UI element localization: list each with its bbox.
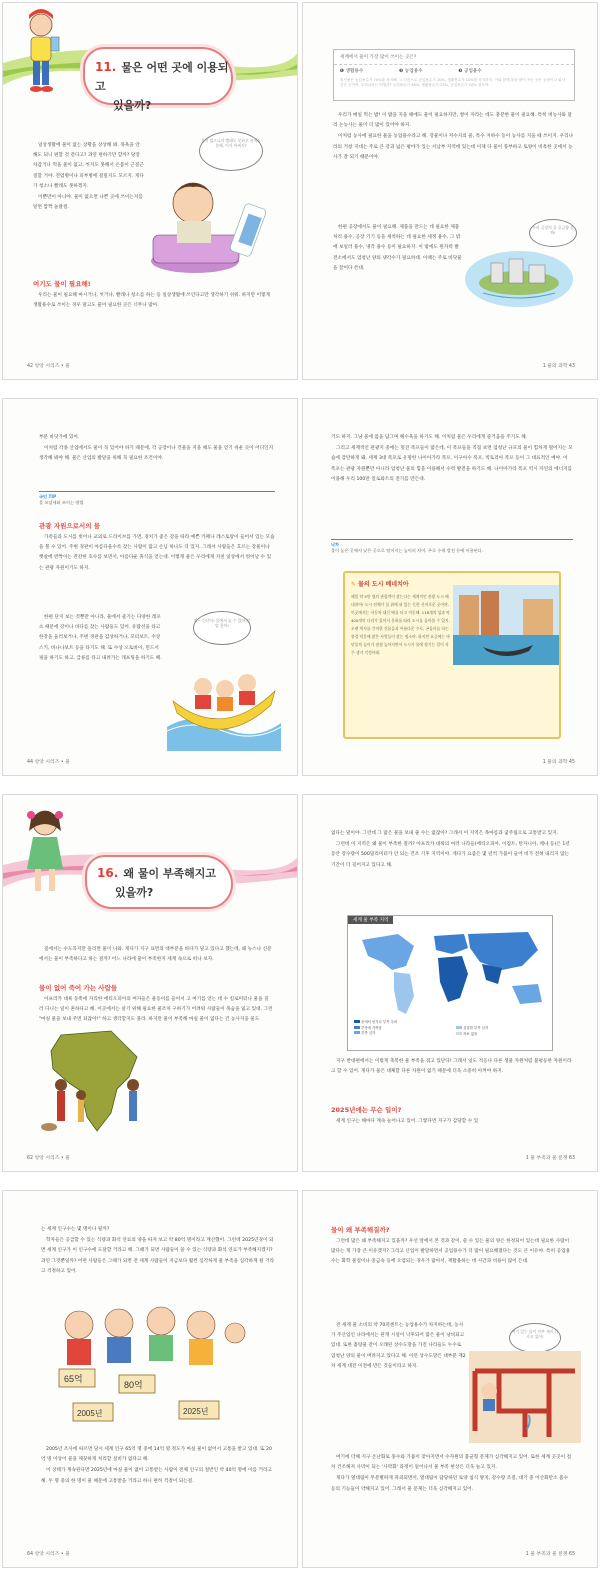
page-footer: 1 물 부족과 물 분쟁 65 [525, 1552, 575, 1557]
page-footer: 62 앙앙 시리즈 • 물 [27, 1156, 70, 1161]
body-text-2 [331, 1057, 573, 1078]
paragraph: 이처럼 각종 산업에서도 물이 꼭 있어야 하기 때문에, 각 공장이나 건물을 지을 때도 물을 얻기 쉬운 곳이 어디인지 생각해 봐야 해. 물은 산업의 발달을 위해 꼭 필요한 조건이야. [39, 446, 274, 462]
page-footer: 44 앙앙 시리즈 • 물 [27, 760, 70, 765]
leaking-pipes-illustration [469, 1351, 581, 1443]
tip-note [39, 491, 275, 506]
title-line-1: 물은 어떤 곳에 이용되고 [95, 61, 229, 93]
body-text-1 [41, 1225, 275, 1278]
quiz-option[interactable]: ❷ 농업용수 [399, 69, 423, 74]
speech-bubble: 우리 공장의 물 공급량 좀 봐! [529, 219, 577, 247]
subheading: 관광 자원으로서의 물 [39, 522, 101, 530]
spread-1 [0, 2, 600, 380]
africa-map-people-illustration [41, 1027, 151, 1139]
running-kid-illustration [17, 7, 61, 99]
body-text-1 [333, 111, 575, 164]
speech-bubble: 물이 없으니까 빨래도 못하고 씻지도 못해. 이거 어쩌지? [199, 131, 263, 171]
world-map [352, 926, 550, 1018]
page-62 [2, 794, 298, 1172]
tip-text: 물이 높은 곳에서 낮은 곳으로 떨어지는 높이의 차이. 주로 수력 발전 등에 이용된다. [331, 548, 484, 553]
paragraph: 그리고 세계적인 관광지 중에는 멋진 폭포들이 많은데, 이 폭포들을 직접 보면 엄청난 규모의 물이 힘차게 떨어지는 모습에 감탄하게 돼. 세계 3대 폭포로 유명한 나이아가라 폭포, 이구아수 폭포, 빅토리아 폭포 등이 그 대표적인 예야. 이 폭포는 관광 자원뿐만 아니라 엄청난 물의 힘을 이용해서 수력 발전을 하기도 해. 나이아가라 폭포 역시 자연의 에너지를 이용해 우리 100만 킬로와트의 전기를 만든대. [331, 446, 573, 482]
paragraph: 우리가 매일 먹는 밥! 이 밥을 지을 때에도 물이 필요하지만, 쌀이 자라는 데도 충분한 물이 필요해. 특히 벼농사와 달리 논농사는 물이 더 많이 있어야 하지. [333, 113, 573, 129]
sign-text: 2025년 [183, 1407, 209, 1416]
body-text-3 [331, 1453, 573, 1496]
sign-text: 65억 [64, 1374, 83, 1384]
page-44 [2, 398, 298, 776]
population-people-illustration [49, 1303, 249, 1431]
paragraph: 학자들은 공급할 수 있는 식량과 화석 연료의 양을 따져 보고 약 80억 명이라고 계산했어. 그런데 2025년경이 되면 세계 인구가 이 인구수에 도달할 거라고 해. 그때가 되면 사람들이 쓸 수 있는 식량과 화석 연료가 부족해지겠지? 과연 그것뿐일까? 어떤 사람들은 그때가 되면 전 세계 사람들이 지금보다 훨씬 심각하게 물 부족을 심각하게 될 거라고 걱정하고 있어. [41, 1238, 275, 1274]
speech-bubble: 여기 있는 물이 전부 새어 나가고 있어! [509, 1323, 561, 1353]
subheading: 물이 왜 부족해질까? [331, 1226, 390, 1234]
box-text: 해일 약 5만 명의 관광객이 찾는다는 세계적인 관광 도시 베네치아! 도시 전체가 물 위에 떠 있는 듯한 신비로운 곳이야. 이곳에서는 자동차 대신 배를 타고 이동해. 118개의 섬과 약 400개의 다리가 있어서 운하를 따라 도시를 돌아볼 수 있지. 오랜 역사를 간직한 건물들과 아름다운 수로, 곤돌라를 타는 풍경 덕분에 많은 사람들이 찾는 명소야. 하지만 요즘에는 바닷물의 높이가 점점 높아지면서 도시가 물에 잠기는 일이 자주 생겨 걱정이래. [351, 594, 450, 655]
paragraph: 부분 바닷가에 있어. [39, 435, 80, 440]
paragraph: 일상생활에 물이 없는 상황을 상상해 봐. 목욕을 안 해도 되니 편할 것 같다고? 과연 편하기만 할까? 당장 차갑거나 먹을 물이 없고, 씻지도 못해서 온몸이 근질근질할 거야. 전염병이나 피부병에 걸릴지도 모르지. 게다가 청소나 빨래도 못하겠지. [33, 143, 144, 189]
paragraph: 2005년 조사에 따르면 당시 세계 인구 65억 명 중에 14억 명 정도가 마실 물이 없어서 고통을 받고 있대. 또 20억 명 이상이 물을 깨끗하게 처리할 설비가 없다고 해. [41, 1447, 272, 1463]
quiz-options [334, 65, 574, 77]
paragraph: 이처럼 농사에 필요한 물을 농업용수라고 해. 강물이나 저수지의 물, 특수 지하수 등이 농사를 지을 때 쓰이지. 우리나라의 거창 지대는 주로 큰 강과 넓은 평야가 있는 서남부 지역에 있는데 이제 다 물이 풍부하고 토양이 비옥한 곳에서 농사가 잘 되기 때문이야. [333, 134, 574, 160]
map-title: 세계 물 부족 지역 [348, 916, 393, 924]
sign-text: 2005년 [77, 1409, 103, 1418]
dirty-laundry-boy-illustration [143, 165, 275, 277]
quiz-answer-note: 물사용은 농업용수가 70%를 차지해. 그 다음으로 공업용수가 20%, 생활용수가 10%를 차지하지. 이와 함께 물을 많이 쓰는 곳은 공장이나 회사 같은 곳이야. 우리나라는 어떨까? 농업용수가 48%, 생활용수가 23%, 공업용수가 10% 정도야. [340, 78, 565, 87]
paragraph: 여기에 더해 지구 온난화로 홍수와 가뭄이 잦아지면서 수자원의 불균형 문제가 심각해지고 있어. 또한 세계 곳곳이 점차 건조해져 사막이 되는 '사막화' 과정이 일어나서 물 부족 현상은 더욱 늘고 있지. [331, 1455, 572, 1471]
chapter-title [95, 56, 235, 113]
map-legend-2: 심질한 부족 심각 자료 없음 [456, 1026, 488, 1037]
paragraph: 기도 하지. 그냥 물에 몸을 담그며 해수욕을 하기도 해. 이처럼 물은 우리에게 즐거움을 주기도 해. [331, 435, 528, 440]
subheading: 여기도 물이 필요해! [33, 280, 91, 288]
paragraph: 그런데 이 지역은 왜 물이 부족한 걸까? 아프리카 대륙의 여러 나라들(에티오피아, 이집트, 탄자니아, 케냐 등)은 1년 동안 강수량이 500밀리미터가 안 되는 건조 기후 지역이야. 게다가 요즘은 몇 년씩 가뭄이 들어 비가 전혀 내리지 않는 기간이 더 길어지고 있다고 해. [331, 842, 570, 868]
quiz-box [333, 49, 575, 101]
page-footer: 42 앙앙 시리즈 • 물 [27, 364, 70, 369]
title-line-2: 있을까? [115, 886, 154, 899]
page-64 [2, 1190, 298, 1568]
body-text-1 [39, 433, 275, 466]
subheading: 물이 없어 죽어 가는 사람들 [39, 984, 118, 992]
quiz-option[interactable]: ❶ 생활용수 [340, 69, 364, 74]
subheading: 2025년에는 무슨 일이? [331, 1106, 402, 1114]
spread-2 [0, 398, 600, 776]
venice-info-box [343, 571, 561, 739]
paragraph: 한편 단지 보는 것뿐만 아니라, 물에서 즐기는 다양한 레포츠 때문에 강이나 바다를 찾는 사람들도 있어. 유람선을 타고 한강을 둘러보거나, 주변 경관을 감상하거나, 모터보트, 수상 스키, 바나나보트 등을 타기도 해. 또 수상 오토바이, 윈드서핑을 하기도 하고, 급류를 타고 내려가는 래프팅을 하기도 해. [39, 615, 162, 661]
paragraph: 게다가 열대림이 무분별하게 파괴되면서, 열대림이 담당하던 토양 침식 방지, 강수량 조절, 대기 중 이산화탄소 흡수 등의 기능들이 약해지고 있어. 그래서 물 문제는 더욱 심각해지고 있어. [331, 1476, 569, 1492]
paragraph: 는 세계 인구수는 몇 명이나 될까? [41, 1227, 110, 1232]
speech-bubble: 와~ 신난다! 물에서 놀 수 있어 정말 좋아! [193, 611, 251, 645]
water-shortage-map [347, 915, 553, 1051]
paragraph: 이뿐만이 아니야. 물이 없으면 나쁜 곳에 쓰이는지를 알면 깜짝 놀랄걸. [33, 195, 143, 211]
girl-illustration [23, 803, 67, 899]
body-text-2 [41, 1445, 275, 1488]
page-65 [302, 1190, 598, 1568]
title-line-2: 있을까? [113, 99, 152, 112]
box-title: ✎ 물의 도시 베네치아 [351, 581, 409, 588]
chapter-number: 16. [97, 866, 119, 880]
title-line-1: 왜 물이 부족해지고 [123, 867, 217, 880]
paragraph: 가족들과 도시를 벗어나 교외로 드라이브를 가면, 경치가 좋은 강을 따라 예쁜 카페나 레스토랑이 들어서 있는 모습을 볼 수 있어. 주변 경관이 아름다울수록 찾는 사람이 많고 손님 하나도 더 있지. 그래서 사람들은 흐르는 강물이나 햇살에 반짝이는 잔잔한 호수를 보면서, 아름다운 휴식을 얻는대. 이렇게 물은 우리에게 지친 일상에서 벗어날 수 있는 관광 자원이기도 하지. [39, 535, 275, 571]
body-text-1 [331, 433, 573, 486]
body-text-1 [33, 141, 145, 214]
quiz-question: 세계에서 물이 가장 많이 쓰이는 곳은? [334, 50, 574, 65]
paragraph: 없다는 말이야. 그런데 그 많은 물을 보내 줄 수는 없잖아? 그래서 이 지역은 목마름과 굶주림으로 고통받고 있지. [331, 831, 559, 836]
paragraph: 그런데 많은 왜 부족해지고 있을까? 우선 앞에서 본 것과 같이, 쓸 수 있는 물의 양은 한정되어 있는데 필요한 사람이 많다는 게 가장 큰 이유겠지? 그리고 산업이 발달하면서 공업용수가 더 많이 필요해졌다는 것도 큰 이유야. 특히 공업용수는 화학 물질이나 중금속 등에 오염되는 경우가 많아서, 재활용하는 데 시간과 비용이 많이 든대. [331, 1239, 571, 1265]
spread-3 [0, 794, 600, 1172]
page-footer: 1 물의 과학 43 [542, 364, 575, 369]
chapter-title [97, 862, 237, 900]
page-43 [302, 2, 598, 380]
bookmark-icon: ✎ [351, 581, 359, 588]
map-legend: 몬에서 얻거나 부족 우려 부족에 가까움 부족 심각 [354, 1020, 397, 1037]
body-text-2 [33, 291, 273, 312]
body-text-2 [39, 995, 273, 1027]
spread-4 [0, 1190, 600, 1568]
body-text-2 [333, 223, 463, 275]
page-footer: 64 앙앙 시리즈 • 물 [27, 1552, 70, 1557]
sign-text: 80억 [124, 1380, 143, 1390]
paragraph: 아프리카 대륙 동쪽에 자리한 에티오피아의 여자들은 물동이를 들어서 고 여기를 얻는 데 수 킬로미터나 물을 길러 다니는 일이 흔하다고 해. 이곳에서는 살기 위해 필요한 물조차 구하기가 어려워 사람들이 목숨을 잃고 있대. 그런 "마실 물을 보내 주면 되잖아!" 하고 생각할지도 몰라. 하지만 물이 부족해 마실 물이 없다는 건 농사지을 물도 [39, 997, 273, 1023]
body-text-1 [39, 945, 273, 966]
chapter-number: 11. [95, 60, 117, 74]
page-45 [302, 398, 598, 776]
paragraph: 한편 공장에서도 물이 필요해. 제품을 만드는 데 필요한 제품 처리 용수, 공장 기기 등을 세척하는 데 필요한 세정 용수, 그 밖에 보일러 용수, 냉각 용수 등이 필요하지. 이 밖에도 원자력 발전소에서도 엄청난 양의 냉각수가 필요하대. 이때는 주로 바닷물을 끌어다 쓴대. [333, 225, 462, 271]
body-text-3 [331, 1117, 573, 1128]
page-footer: 1 물의 과학 45 [542, 760, 575, 765]
page-footer: 1 물 부족과 물 분쟁 63 [525, 1156, 575, 1161]
page-42 [2, 2, 298, 380]
tip-note [331, 539, 573, 554]
page-63 [302, 794, 598, 1172]
body-text-3 [39, 613, 163, 665]
tip-label: 낙차 [331, 542, 340, 547]
body-text-2 [39, 533, 275, 575]
body-text-1 [331, 1237, 573, 1269]
paragraph: 지구 반대편에서는 이렇게 축복한 물 부족을 겪고 있단다! 그래서 일도 적응나 다른 생물 자원처럼 불평등한 자원이라고 할 수 있어. 게다가 물은 대체할 다른 자원이 없기 때문에 더욱 소중히 아껴야 하지. [331, 1059, 572, 1075]
quiz-option[interactable]: ❸ 공업용수 [458, 69, 482, 74]
tip-text: 물 쓰임새와 쓰이는 방법 [39, 500, 84, 505]
paragraph: 이 상태가 계속된다면 2025년에 마실 물이 없어 고통받는 사람이 전체 인구의 절반인 약 40억 명에 이를 거라고 해. 두 명 중의 한 명이 물 때문에 고통받을 거라고 하니 편히 걱정이 되는걸. [41, 1468, 272, 1484]
body-text-1 [331, 829, 573, 872]
tip-label: 국민 TIP [39, 494, 57, 499]
banana-boat-illustration [163, 631, 281, 751]
paragraph: 질에서는 수도꼭지만 돌리면 물이 나와. 게다가 지구 표면의 대부분을 바다가 덮고 있다고 했는데, 왜 뉴스나 신문에서는 물이 부족하다고 하는 걸까? 어느 나라에 물이 부족한지 세계 속으로 떠나 보자. [39, 947, 272, 963]
paragraph: 세계 인구는 해마다 계속 늘어나고 있어. 그렇다면 지구가 감당할 수 있 [336, 1119, 479, 1124]
body-text-2 [331, 1321, 467, 1373]
venice-canal-illustration [453, 585, 559, 665]
paragraph: 우리는 물이 필요해 마시거나, 씻거나, 빨래나 청소를 하는 등 일상생활에 쓰인다고만 생각하기 쉬워. 하지만 이렇게 생활용수로 쓰이는 경우 말고도 물이 필요한 곳은 너무나 많아. [33, 293, 271, 309]
paragraph: 전 세계 물 소비의 약 70퍼센트는 농업용수가 차지하는데, 농사가 주산업인 나라에서는 관개 시설이 낙후되어 많은 물이 낭비되고 있대. 또한 흙탕물 같이 오래된 상수도망을 가진 나라들도 누수로 엄청난 양의 물이 버려지고 있다고 해. 이런 상수도망은 대부분 재2차 세계 대전 이전에 만든 것들이라고 하지. [331, 1323, 466, 1369]
